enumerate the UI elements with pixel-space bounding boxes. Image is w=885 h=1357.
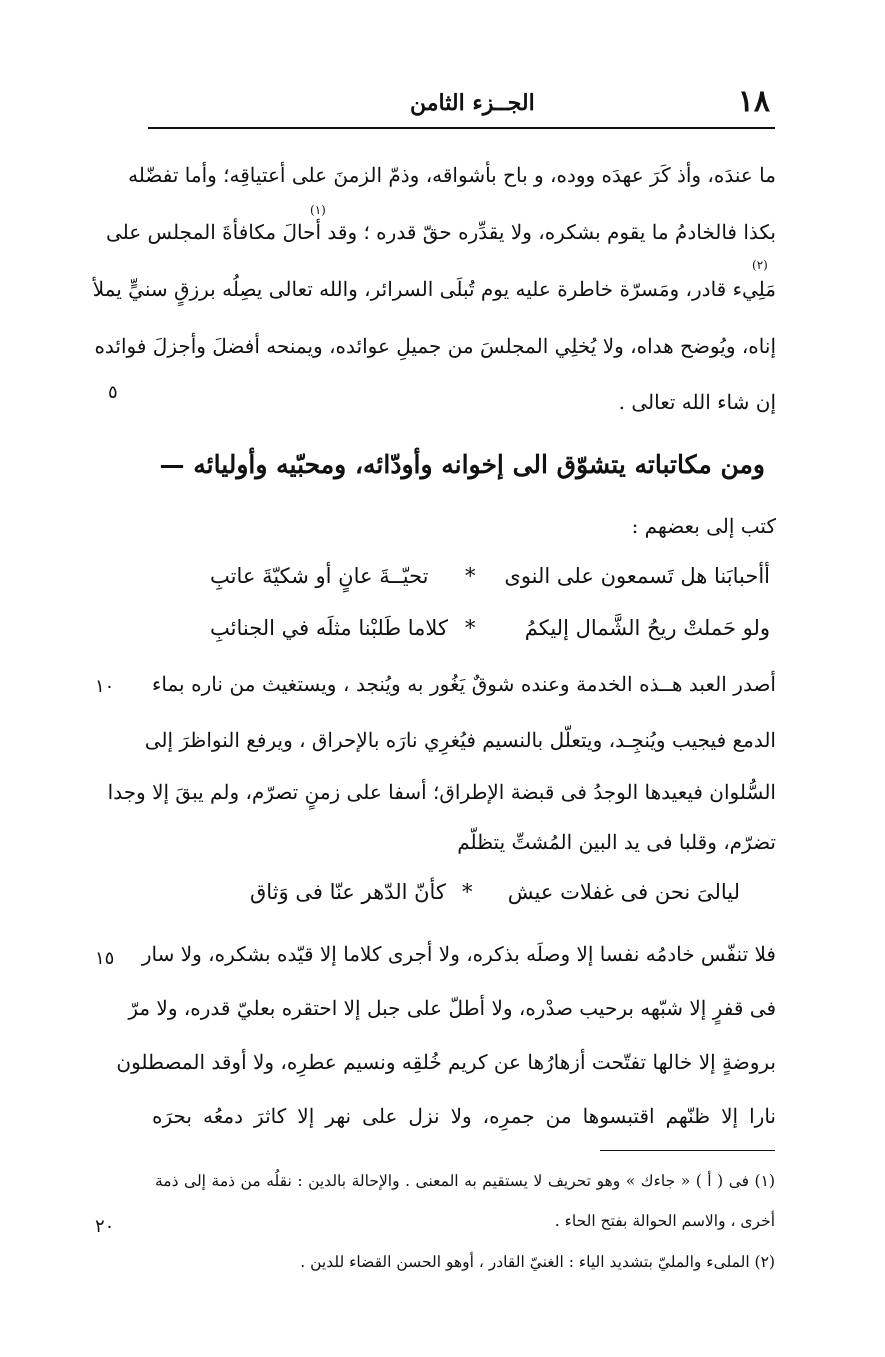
page-number: ١٨ [737, 84, 770, 119]
line-number: ٥ [108, 382, 118, 403]
footnote-line: أخرى ، والاسم الحوالة بفتح الحاء . [554, 1212, 775, 1230]
line-number: ٢٠ [95, 1216, 115, 1237]
line-number: ١٠ [95, 676, 115, 697]
footnote-line: (٢) الملىء والمليّ بتشديد الياء : الغنيّ القادر ، أوهو الحسن القضاء للدين . [300, 1253, 775, 1271]
text-line: ما عندَه، وأذ كَرَ عهدَه ووده، و باح بأشواقه، وذمّ الزمنَ على أعتياقِه؛ وأما تفضّله [128, 163, 776, 187]
verse [200, 616, 770, 646]
header-rule [148, 127, 775, 129]
verse-hemistich-second: كأنّ الدّهر عنّا فى وَثاق [250, 880, 446, 904]
verse-hemistich-first: ليالىَ نحن فى غفلات عيش [507, 880, 740, 904]
text-line: الدمع فيجيب ويُنجِـد، ويتعلّل بالنسيم فيُغرِي نارَه بالإحراق ، ويرفع النواظرَ إلى [144, 728, 776, 752]
verse-separator: * [465, 564, 476, 588]
text-line: مَلِيء قادر، ومَسرّة خاطرة عليه يوم تُبلَى السرائر، والله تعالى يصِلُه برزقٍ سنيٍّ يملأ [92, 277, 776, 301]
verse-hemistich-first: ولو حَملتْ ريحُ الشَّمال إليكمُ [524, 616, 770, 640]
section-heading: ومن مكاتباته يتشوّق الى إخوانه وأودّائه، ومحبّيه وأوليائه — [159, 450, 765, 479]
part-title: الجــزء الثامن [410, 90, 535, 116]
footnote-line: (١) فى ( أ ) « جاءك » وهو تحريف لا يستقيم به المعنى . والإحالة بالدين : نقلُه من ذمة إلى ذمة [155, 1172, 775, 1190]
text-line: السُّلوان فيعيدها الوجدُ فى قبضة الإطراق؛ أسفا على زمنٍ تصرّم، ولم يبقَ إلا وجدا [107, 780, 776, 804]
line-number: ١٥ [95, 948, 115, 969]
footnote-marker: (١) [310, 203, 326, 217]
footnote-rule [600, 1150, 775, 1151]
verse-hemistich-first: أأحبابَنا هل تَسمعون على النوى [504, 564, 770, 588]
text-line: بروضةٍ إلا خالها تفتّحت أزهارُها عن كريم خُلقِه ونسيم عطرِه، ولا أوقد المصطلون [116, 1050, 776, 1074]
verse-separator: * [462, 880, 473, 904]
verse-separator: * [465, 616, 476, 640]
verse [200, 564, 770, 594]
verse-hemistich-second: تحيّــةَ عانٍ أو شكيّةَ عاتبِ [210, 564, 429, 588]
text-line: بكذا فالخادمُ ما يقوم بشكره، ولا يقدِّره حقّ قدره ؛ وقد أحالَ مكافأةَ المجلس على [105, 220, 776, 244]
running-header [150, 80, 770, 122]
verse [240, 880, 740, 910]
intro-line: كتب إلى بعضهم : [631, 514, 776, 538]
text-line: أصدر العبد هــذه الخدمة وعنده شوقٌ يَغُور به ويُنجد ، ويستغيث من ناره بماء [152, 672, 776, 696]
text-line: إناه، ويُوضح هداه، ولا يُخلِي المجلسَ من جميلِ عوائده، ويمنحه أفضلَ وأجزلَ فوائده [94, 334, 776, 358]
text-line: فلا تنفّس خادمُه نفسا إلا وصلَه بذكره، ولا أجرى كلاما إلا قيّده بشكره، ولا سار [141, 942, 776, 966]
text-line: تضرّم، وقلبا فى يد البين المُشتِّ يتظلّم [457, 830, 776, 854]
verse-hemistich-second: كلاما طَلبْنا مثلَه في الجنائبِ [210, 616, 448, 640]
footnote-marker: (٢) [752, 258, 768, 272]
text-line: فى قفرٍ إلا شبّهه برحيب صدْره، ولا أطلّ على جبل إلا احتقره بعليّ قدره، ولا مرّ [128, 996, 776, 1020]
text-line: إن شاء الله تعالى . [618, 390, 776, 414]
text-line: نارا إلا ظنّهم اقتبسوها من جمرِه، ولا نزل على نهر إلا كاثرَ دمعُه بحرَه [152, 1104, 777, 1128]
